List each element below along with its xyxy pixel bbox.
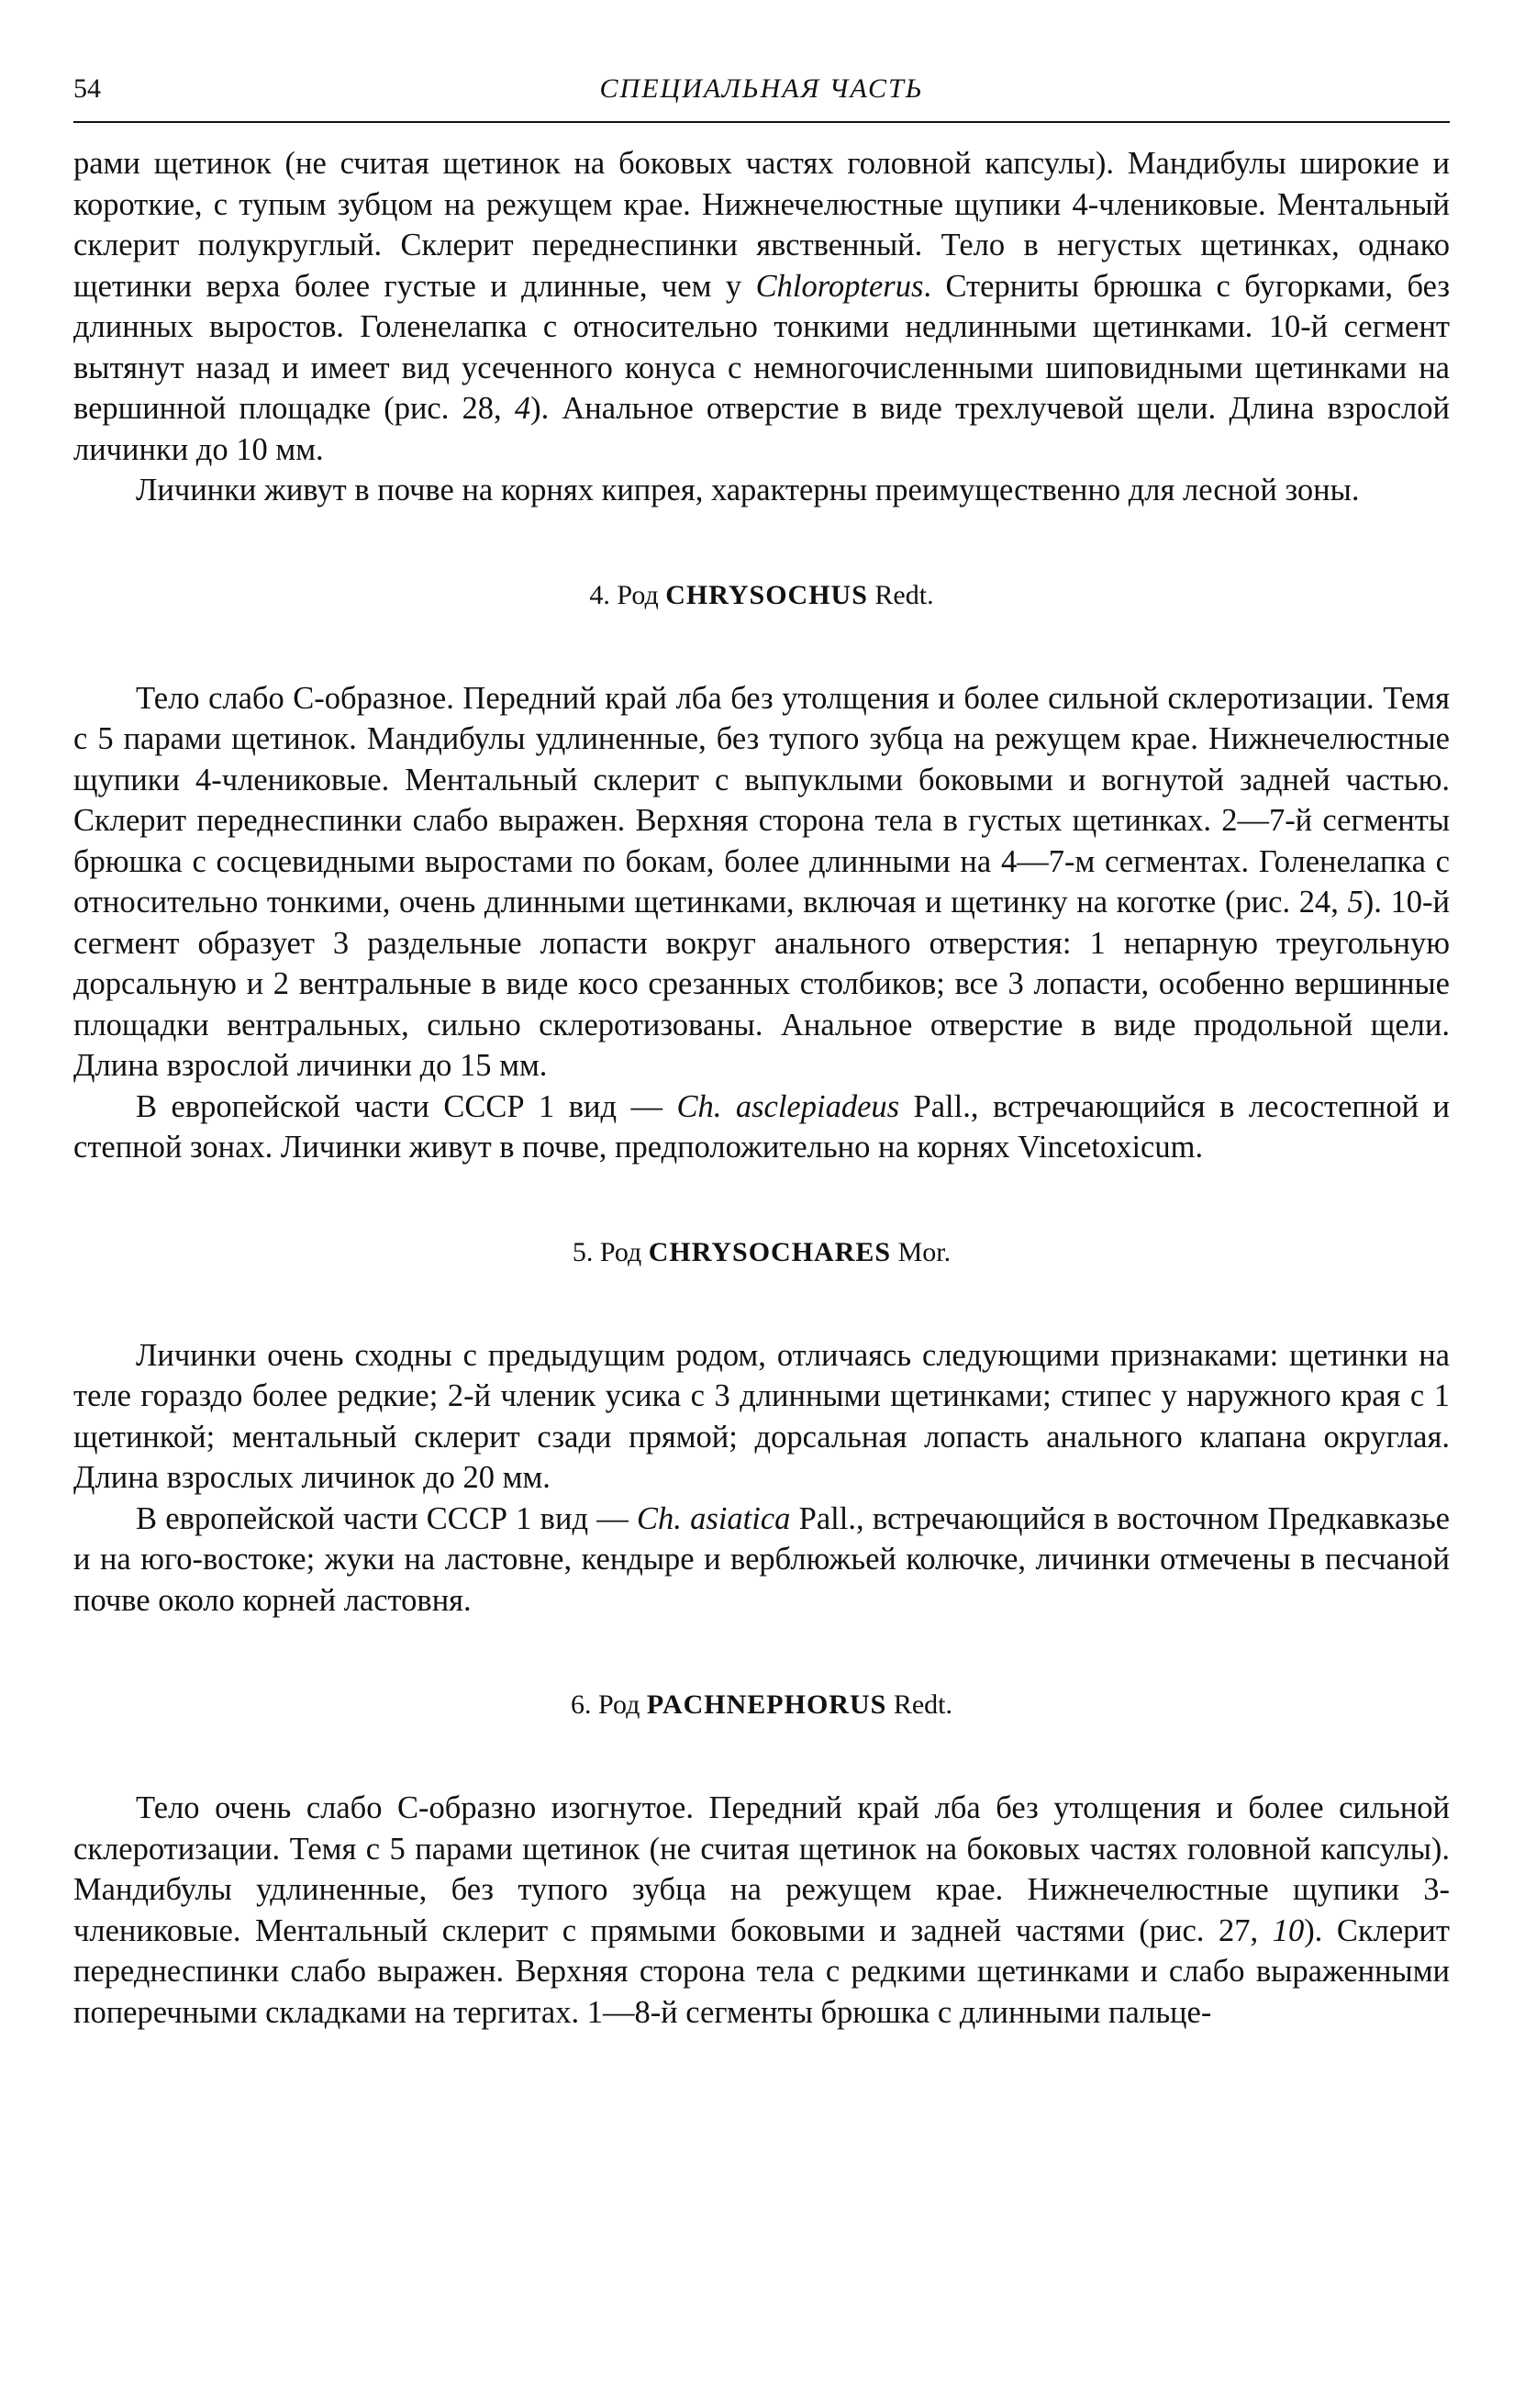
heading-prefix: 4. Род bbox=[589, 579, 666, 610]
heading-author: Mor. bbox=[891, 1236, 952, 1267]
paragraph bbox=[73, 470, 1450, 511]
book-page bbox=[73, 66, 1450, 2033]
paragraph bbox=[73, 678, 1450, 1087]
section-heading bbox=[73, 577, 1450, 614]
paragraph-text: ). Анальное отверстие в виде трехлучевой щели. Длина взрослой личинки до 10 мм. bbox=[73, 391, 1450, 467]
paragraph-text: Тело слабо С-образное. Передний край лба без утолщения и более сильной склеротизации. Темя с 5 парами щетинок. Мандибулы удлиненные, без тупого зубца на режущем крае. Нижнечелюстные щупики 4-члениковые. Ментальный склерит с выпуклыми боковыми и вогнутой задней частью. Склерит переднеспинки слабо выражен. Верхняя сторона тела в густых щетинках. 2—7-й сегменты брюшка с сосцевидными выростами по бокам, более длинными на 4—7-м сегментах. Голенелапка с относительно тонкими, очень длинными щетинками, включая и щетинку на коготке (рис. 24, bbox=[73, 680, 1450, 920]
italic-text: Chloropterus bbox=[755, 268, 924, 304]
page-number: 54 bbox=[73, 73, 101, 104]
section-heading bbox=[73, 1234, 1450, 1271]
paragraph-text: ). 10-й сегмент образует 3 раздельные лопасти вокруг анального отверстия: 1 непарную треугольную дорсальную и 2 вентральные в виде косо срезанных столбиков; все 3 лопасти, особенно вершинные площадки вентральных, сильно склеротизованы. Анальное отверстие в виде продольной щели. Длина взрослой личинки до 15 мм. bbox=[73, 885, 1450, 1083]
heading-author: Redt. bbox=[867, 579, 934, 610]
heading-genus: PACHNEPHORUS bbox=[646, 1689, 887, 1720]
paragraph-text: ). Склерит переднеспинки слабо выражен. Верхняя сторона тела с редкими щетинками и слабо выраженными поперечными складками на тергитах. 1—8-й сегменты брюшка с длинными пальце- bbox=[73, 1912, 1450, 2030]
section-heading bbox=[73, 1687, 1450, 1723]
paragraph-text: В европейской части СССР 1 вид — bbox=[136, 1088, 677, 1124]
paragraph-text: Личинки очень сходны с предыдущим родом, отличаясь следующими признаками: щетинки на теле гораздо более редкие; 2-й членик усика с 3 длинными щетинками; стипес у наружного края с 1 щетинкой; ментальный склерит сзади прямой; дорсальная лопасть анального клапана округлая. Длина взрослых личинок до 20 мм. bbox=[73, 1337, 1450, 1495]
paragraph-text: рами щетинок (не считая щетинок на боковых частях головной капсулы). Мандибулы широкие и короткие, с тупым зубцом на режущем крае. Нижнечелюстные щупики 4-члениковые. Ментальный склерит полукруглый. Склерит переднеспинки явственный. Тело в негустых щетинках, однако щетинки верха более густые и длинные, чем у bbox=[73, 146, 1450, 304]
paragraph bbox=[73, 1335, 1450, 1499]
paragraph bbox=[73, 1087, 1450, 1168]
paragraph-text: Pall., встречающийся в восточном Предкавказье и на юго-востоке; жуки на ластовне, кендыре и верблюжьей колючке, личинки отмечены в песчаной почве около корней ластовня. bbox=[73, 1500, 1450, 1618]
heading-genus: CHRYSOCHARES bbox=[648, 1236, 892, 1267]
italic-text: 5 bbox=[1347, 885, 1364, 920]
paragraph bbox=[73, 1499, 1450, 1622]
running-head: СПЕЦИАЛЬНАЯ ЧАСТЬ bbox=[599, 73, 924, 104]
heading-author: Redt. bbox=[886, 1689, 952, 1720]
heading-prefix: 6. Род bbox=[571, 1689, 647, 1720]
italic-text: Ch. asiatica bbox=[637, 1500, 791, 1536]
paragraph bbox=[73, 143, 1450, 470]
paragraph bbox=[73, 1788, 1450, 2033]
paragraph-text: Тело очень слабо С-образно изогнутое. Передний край лба без утолщения и более сильной склеротизации. Темя с 5 парами щетинок (не считая щетинок на боковых частях головной капсулы). Мандибулы удлиненные, без тупого зубца на режущем крае. Нижнечелюстные щупики 3-члениковые. Ментальный склерит с прямыми боковыми и задней частями (рис. 27, bbox=[73, 1790, 1450, 1948]
body-text bbox=[73, 143, 1450, 2033]
heading-prefix: 5. Род bbox=[572, 1236, 649, 1267]
italic-text: Ch. asclepiadeus bbox=[676, 1088, 900, 1124]
heading-genus: CHRYSOCHUS bbox=[665, 579, 868, 610]
page-header bbox=[73, 66, 1450, 123]
italic-text: 4 bbox=[514, 391, 531, 426]
italic-text: 10 bbox=[1272, 1912, 1305, 1948]
paragraph-text: Pall., встречающийся в лесостепной и степной зонах. Личинки живут в почве, предположительно на корнях Vincetoxicum. bbox=[73, 1088, 1450, 1165]
paragraph-text: В европейской части СССР 1 вид — bbox=[136, 1500, 638, 1536]
paragraph-text: Личинки живут в почве на корнях кипрея, характерны преимущественно для лесной зоны. bbox=[136, 473, 1360, 507]
paragraph-text: . Стерниты брюшка с бугорками, без длинных выростов. Голенелапка с относительно тонкими недлинными щетинками. 10-й сегмент вытянут назад и имеет вид усеченного конуса с немногочисленными шиповидными щетинками на вершинной площадке (рис. 28, bbox=[73, 268, 1450, 426]
